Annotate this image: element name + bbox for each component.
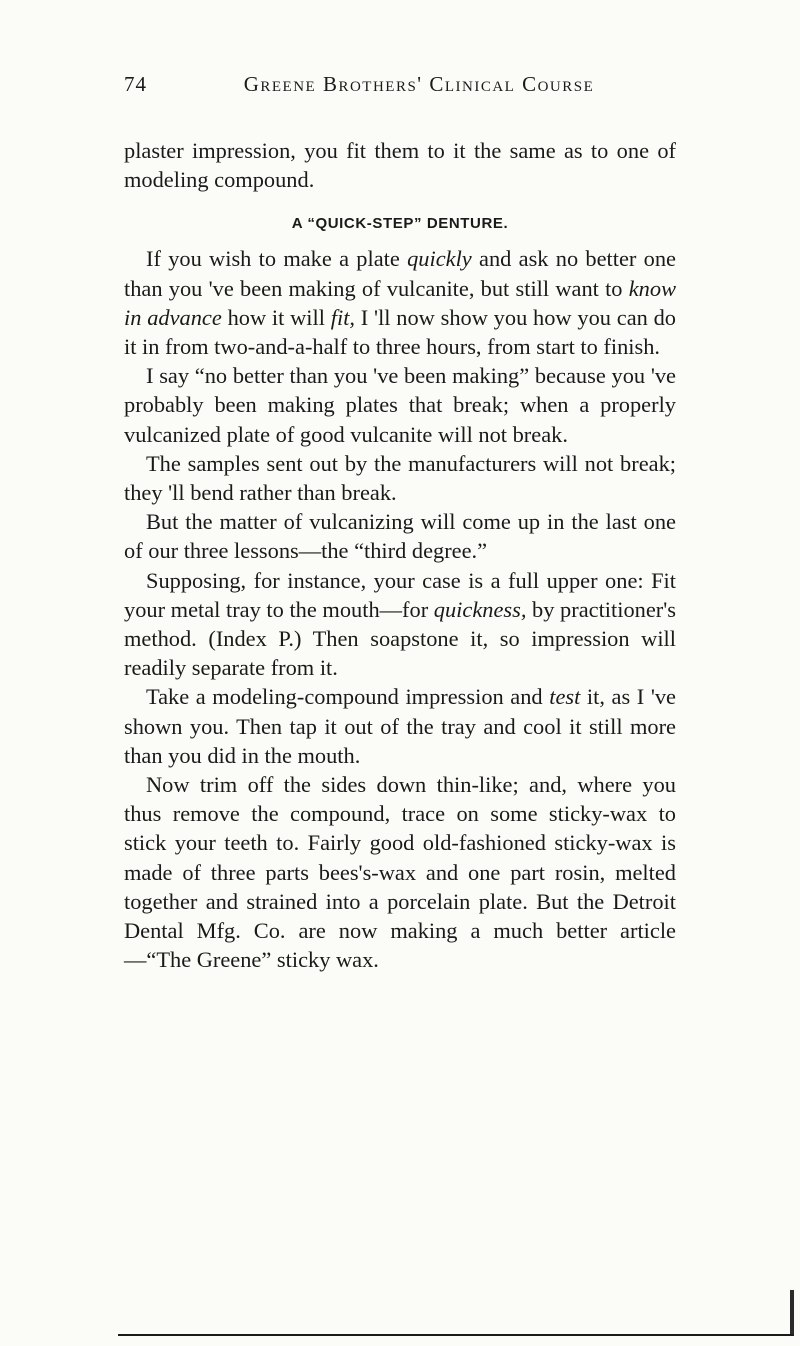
italic-text: quickness, (433, 596, 527, 622)
paragraph (124, 136, 676, 194)
paragraph-text: and ask no better one than you 've been making of vulcanite, but still want to (124, 246, 676, 301)
paragraph (124, 507, 676, 565)
page-body (124, 72, 676, 974)
paragraph (124, 244, 676, 361)
paragraph-text: plaster impression, you fit them to it the same as to one of modeling compound. (124, 138, 676, 193)
paragraph (124, 682, 676, 770)
page-number: 74 (124, 72, 147, 96)
running-head-title: Greene Brothers' Clinical Course (243, 72, 595, 96)
paragraph-text: Now trim off the sides down thin-like; and, where you thus remove the compound, trace on some sticky-wax to stick your teeth to. Fairly good old-fashioned sticky-wax is made of three parts bees's-wax and one part rosin, melted together and strained into a porcelain plate. But the Detroit Dental Mfg. Co. are now making a much better article—“The Greene” sticky wax. (124, 772, 676, 973)
paragraph-text: it, as I 've shown you. Then tap it out of the tray and cool it still more than you did in the mouth. (124, 684, 676, 768)
paragraph (124, 770, 676, 974)
paragraph (124, 566, 676, 683)
bottom-rule (118, 1334, 794, 1336)
running-header (124, 72, 676, 102)
paragraph-text: I say “no better than you 've been making” because you 've probably been making plates that break; when a properly vulcanized plate of good vulcanite will not break. (124, 363, 676, 447)
paragraph-text: But the matter of vulcanizing will come up in the last one of our three lessons—the “third degree.” (124, 509, 676, 564)
page-edge-mark (790, 1290, 794, 1334)
paragraph-text: If you wish to make a plate (146, 246, 408, 272)
italic-text: quickly (407, 246, 472, 272)
paragraph-text: Supposing, for instance, your case is a full upper one: Fit your metal tray to the mouth—for (124, 567, 676, 622)
paragraph-text: by practitioner's method. (Index P.) Then soapstone it, so impression will readily separate from it. (124, 596, 677, 681)
italic-text: test (549, 684, 581, 710)
paragraph-text: Take a modeling-compound impression and (146, 684, 550, 710)
paragraph-text: I 'll now show you how you can do it in from two-and-a-half to three hours, from start to finish. (124, 304, 676, 360)
paragraph (124, 361, 676, 449)
paragraph-text: The samples sent out by the manufacturers will not break; they 'll bend rather than break. (124, 450, 676, 506)
text-content (124, 136, 676, 974)
italic-text: know in advance (124, 275, 676, 330)
italic-text: fit, (330, 304, 356, 330)
paragraph (124, 449, 676, 507)
paragraph-text: how it will (221, 304, 331, 330)
section-heading: A “QUICK-STEP” DENTURE. (291, 215, 509, 233)
